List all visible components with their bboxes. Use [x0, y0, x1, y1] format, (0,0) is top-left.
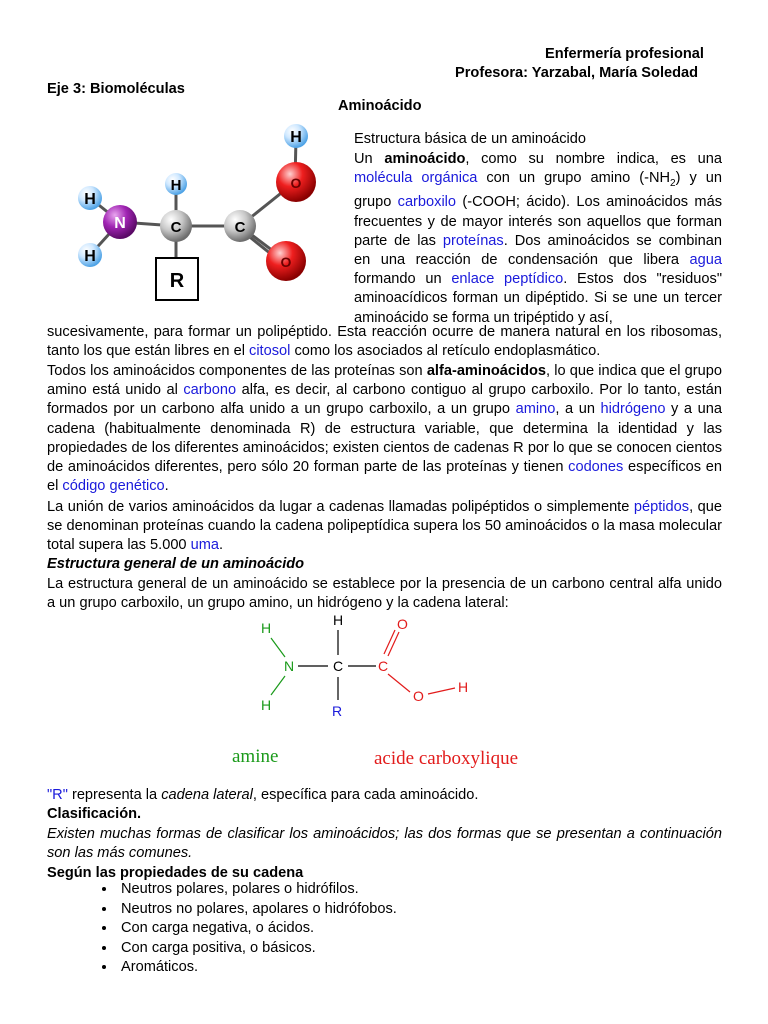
hydrogen-atom-alpha: [165, 173, 187, 195]
formula-c-carboxyl: C: [378, 658, 389, 674]
svg-text:H: H: [84, 248, 96, 265]
classification-subtitle: Según las propiedades de su cadena: [47, 865, 304, 881]
link-amino[interactable]: amino: [515, 401, 556, 418]
r-note: "R" representa la cadena lateral, específica para cada aminoácido.: [47, 787, 479, 803]
oxygen-atom-carbonyl: [266, 241, 306, 281]
formula-h-alpha: H: [333, 612, 344, 628]
hydrogen-atom-acid: [284, 124, 308, 148]
formula-n: N: [284, 658, 295, 674]
list-item: • Neutros polares, polares o hidrófilos.: [117, 880, 397, 900]
link-codigo-genetico[interactable]: código genético: [62, 478, 165, 495]
classification-title: Clasificación.: [47, 806, 142, 822]
link-molecula-organica[interactable]: molécula orgánica: [354, 170, 478, 187]
formula-h-amine-bottom: H: [261, 697, 272, 713]
link-hidrogeno[interactable]: hidrógeno: [600, 401, 666, 418]
alpha-amino-paragraph: Todos los aminoácidos componentes de las proteínas son alfa-aminoácidos, lo que indica que el grupo amino está unido al carbono alfa, es decir, al carbono contiguo al grupo carboxilo. Por lo tanto, están formados por un carbono alfa unido a un grupo carboxilo, a un grupo amino, a un hidrógeno y a una cadena (habitualmente denominada R) de estructura variable, que determina la identidad y las propiedades de los diferentes aminoácidos; existen cientos de cadenas R por lo que se conocen cientos de aminoácidos diferentes, pero sólo 20 forman parte de las proteínas y tienen codones específicos en el código genético.: [47, 363, 722, 495]
peptides-paragraph: La unión de varios aminoácidos da lugar a cadenas llamadas polipéptidos o simplemente péptidos, que se denominan proteínas cuando la cadena polipeptídica supera los 50 aminoácidos o la masa molecular total supera las 5.000 uma.: [47, 499, 722, 554]
label-acid: acide carboxylique: [374, 748, 519, 769]
svg-text:R: R: [169, 270, 185, 292]
formula-c-alpha: C: [333, 658, 344, 674]
hydrogen-atom-left-bottom: [78, 243, 102, 267]
formula-r: R: [332, 703, 343, 719]
link-enlace-peptidico[interactable]: enlace peptídico: [451, 271, 564, 288]
intro-paragraph-column: Un aminoácido, como su nombre indica, es una molécula orgánica con un grupo amino $(-NH_2)$ y un grupo carboxilo (-COOH; ácido). Los aminoácidos más frecuentes y de mayor interés son aquellos que forman parte de las proteínas. Dos aminoácidos se combinan en una reacción de condensación que libera agua formando un enlace peptídico. Estos dos "residuos" aminoacídicos forman un dipéptido. Si se une un tercer aminoácido se forma un tripéptido y así,: [354, 151, 722, 326]
link-carboxilo[interactable]: carboxilo: [397, 194, 457, 211]
svg-text:H: H: [170, 177, 182, 194]
general-structure-text: La estructura general de un aminoácido se establece por la presencia de un carbono central alfa unido a un grupo carboxilo, un grupo amino, un hidrógeno y la cadena lateral:: [47, 576, 722, 612]
axis-title: Eje 3: Biomoléculas: [47, 81, 185, 97]
header-line-2: Profesora: Yarzabal, María Soledad: [455, 65, 699, 81]
carbon-atom-carboxyl: [224, 210, 256, 242]
topic-title: Aminoácido: [338, 98, 422, 114]
r-group-box: [156, 258, 198, 300]
formula-o-hydroxyl: O: [413, 688, 424, 704]
list-item: • Neutros no polares, apolares o hidrófobos.: [117, 900, 397, 920]
list-item: • Con carga negativa, o ácidos.: [117, 919, 397, 939]
svg-text:O: O: [290, 175, 302, 191]
svg-text:C: C: [170, 219, 182, 236]
link-uma[interactable]: uma: [190, 537, 219, 554]
link-peptidos[interactable]: péptidos: [633, 499, 690, 515]
nitrogen-atom: [103, 205, 137, 239]
amino-acid-3d-model: [60, 118, 340, 318]
intro-line: Estructura básica de un aminoácido: [354, 131, 587, 147]
list-item: • Con carga positiva, o básicos.: [117, 939, 397, 959]
carbon-atom-alpha: [160, 210, 192, 242]
formula-h-acid: H: [458, 679, 469, 695]
svg-text:C: C: [234, 219, 246, 236]
link-agua[interactable]: agua: [689, 251, 722, 268]
classification-intro: Existen muchas formas de clasificar los aminoácidos; las dos formas que se presentan a continuación son las más comunes.: [47, 826, 722, 862]
hydrogen-atom-left-top: [78, 186, 102, 210]
formula-h-amine-top: H: [261, 620, 272, 636]
link-codones[interactable]: codones: [568, 459, 624, 476]
header-line-1: Enfermería profesional: [545, 46, 704, 62]
svg-text:N: N: [114, 215, 126, 232]
bonds: [90, 138, 296, 266]
link-proteinas[interactable]: proteínas: [442, 232, 504, 249]
general-structure-title: Estructura general de un aminoácido: [47, 556, 305, 572]
svg-text:O: O: [280, 254, 292, 270]
link-citosol[interactable]: citosol: [249, 343, 291, 360]
oxygen-atom-hydroxyl: [276, 162, 316, 202]
svg-text:H: H: [84, 191, 96, 208]
classification-list: [100, 880, 397, 978]
svg-text:H: H: [290, 129, 302, 146]
formula-o-carbonyl: O: [397, 616, 408, 632]
list-item: • Aromáticos.: [117, 958, 397, 978]
link-carbono[interactable]: carbono: [183, 382, 237, 399]
intro-paragraph-continued: sucesivamente, para formar un polipéptido. Esta reacción ocurre de manera natural en los ribosomas, tanto los que están libres en el citosol como los asociados al retículo endoplasmático.: [47, 324, 722, 360]
label-amine: amine: [232, 746, 279, 767]
